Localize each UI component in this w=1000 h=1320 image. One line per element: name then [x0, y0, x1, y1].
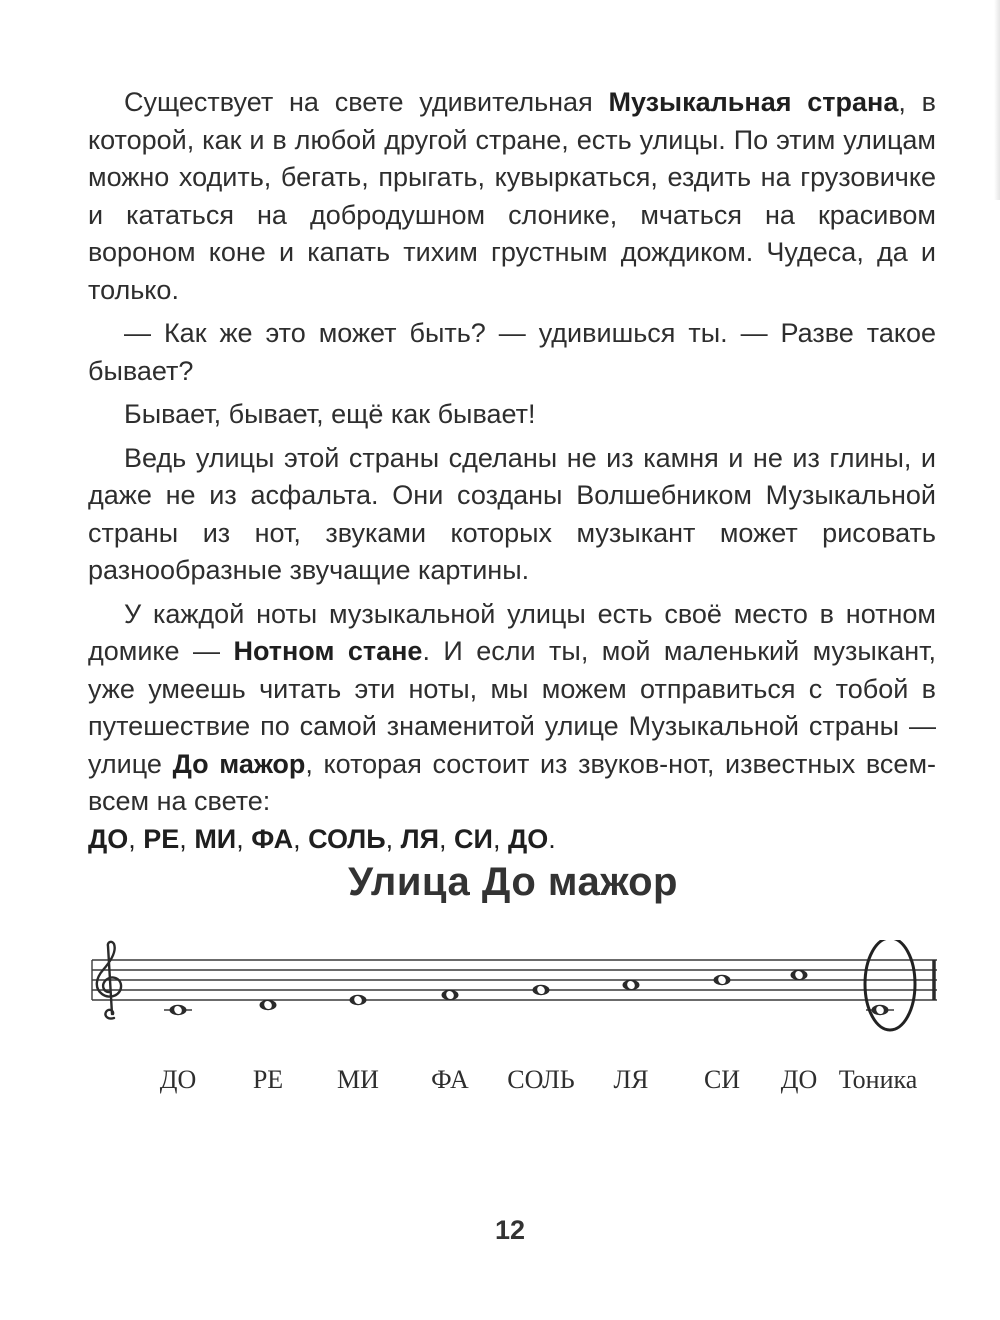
paragraph-2: — Как же это может быть? — удивишься ты. — Разве такое бывает? [88, 318, 936, 386]
paragraph-5-part-e: , которая состоит из звуков-нот, известных всем-всем на свете: [88, 748, 936, 816]
note-label: ДО [780, 1065, 818, 1094]
note-f4 [442, 989, 459, 1000]
staff-term: Нотном стане [233, 636, 423, 666]
tonic-highlight-oval [865, 940, 915, 1030]
staff-lines [92, 960, 937, 1000]
paragraph-5-part-c: . И если ты, мой маленький музыкант, уже умеешь читать эти ноты, мы можем отправиться с тобой в путешествие по самой знаменитой улице Музыкальной страны — улице [88, 636, 936, 779]
note-layer [164, 969, 894, 1015]
note-list-item: СИ [454, 823, 493, 854]
note-label: СИ [703, 1065, 741, 1094]
note-label: ФА [431, 1065, 469, 1094]
note-list-separator: , [385, 823, 401, 854]
note-label: СОЛЬ [507, 1065, 575, 1094]
paragraph-1 [88, 84, 936, 309]
paragraph-1-part-a: Существует на свете удивительная [124, 87, 609, 117]
music-staff [0, 940, 1000, 1100]
page-number: 12 [494, 1215, 526, 1245]
note-b4 [714, 974, 731, 985]
body-text [88, 84, 936, 858]
paragraph-1-part-c: , в которой, как и в любой другой стране, есть улицы. По этим улицам можно ходить, бегать, прыгать, кувыркаться, ездить на грузовичке и кататься на добродушном слонике, мчаться на красивом вороном коне и капать тихим грустным дождиком. Чудеса, да и только. [88, 87, 936, 305]
note-list-item: МИ [194, 823, 237, 854]
note-list-separator: , [236, 823, 252, 854]
staff-svg [0, 940, 1000, 1065]
tonic-note [872, 1004, 889, 1015]
note-list-separator: , [293, 823, 309, 854]
note-list-separator: , [179, 823, 195, 854]
note-label: РЕ [252, 1065, 284, 1094]
note-name-list [88, 821, 936, 859]
paragraph-4: Ведь улицы этой страны сделаны не из камня и не из глины, и даже не из асфальта. Они созданы Волшебником Музыкальной страны из нот, звуками которых музыкант может рисовать разнообразные звучащие картины. [88, 442, 936, 585]
note-g4 [533, 984, 550, 995]
note-list-item: ЛЯ [400, 823, 440, 854]
paragraph-5 [88, 596, 936, 821]
note-e4 [350, 994, 367, 1005]
note-d4 [260, 999, 277, 1010]
tonic-label: Тоника [838, 1065, 918, 1094]
note-list-separator: , [492, 823, 508, 854]
note-list-item: СОЛЬ [308, 823, 386, 854]
note-label: ДО [159, 1065, 197, 1094]
musical-country-term: Музыкальная страна [608, 87, 899, 117]
note-label: ЛЯ [613, 1065, 649, 1094]
note-list-item: ДО [507, 823, 549, 854]
note-a4 [623, 979, 640, 990]
paragraph-5-part-a: У каждой ноты музыкальной улицы есть своё место в нотном домике — [88, 598, 936, 666]
street-title: Улица До мажор [348, 860, 678, 904]
note-list-separator: . [548, 823, 556, 854]
note-list-item: ДО [88, 823, 129, 854]
note-list-separator: , [128, 823, 144, 854]
paragraph-3: Бывает, бывает, ещё как бывает! [124, 399, 536, 429]
note-list-item: РЕ [143, 823, 180, 854]
c-major-term: До мажор [172, 748, 306, 779]
note-label: МИ [337, 1065, 379, 1094]
page-edge-shadow [994, 0, 1000, 200]
note-list-separator: , [439, 823, 455, 854]
note-c5 [791, 969, 808, 980]
note-c4 [170, 1004, 187, 1015]
note-list-item: ФА [251, 823, 294, 854]
